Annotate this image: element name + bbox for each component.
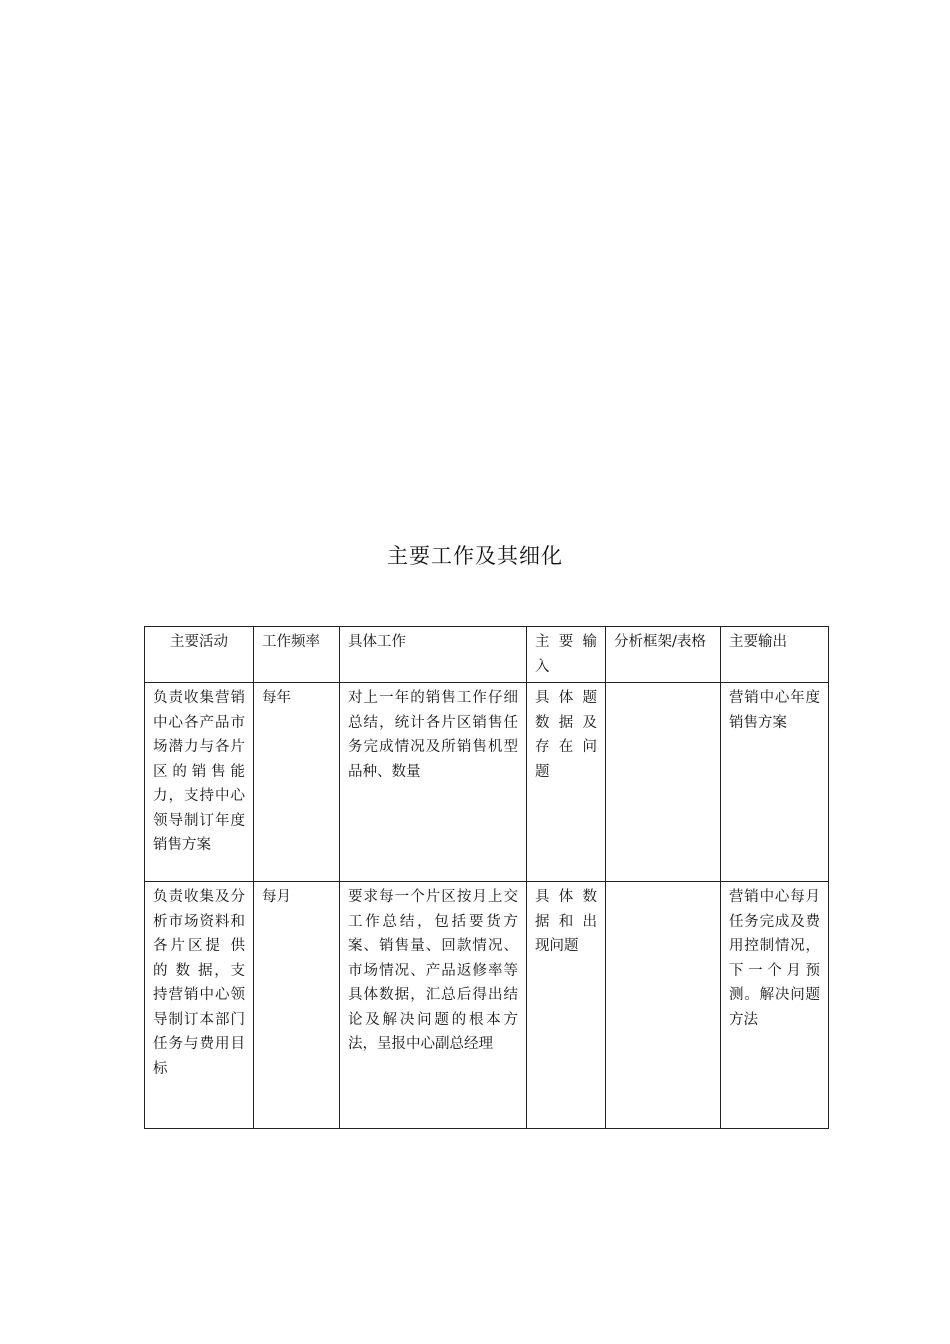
cell-work: 要求每一个片区按月上交工作总结，包括要货方案、销售量、回款情况、市场情况、产品返修率等具体数据，汇总后得出结论及解决问题的根本方法，呈报中心副总经理 <box>340 882 527 1129</box>
header-main-activity: 主要活动 <box>145 627 254 683</box>
cell-activity: 负责收集及分析市场资料和各片区提 供 的 数 据，支持营销中心领导制订本部门任务与费用目标 <box>145 882 254 1129</box>
cell-input: 具 体 数 据 和 出 现问题 <box>527 882 606 1129</box>
header-main-input: 主 要 输 入 <box>527 627 606 683</box>
cell-frequency: 每月 <box>254 882 340 1129</box>
header-specific-work: 具体工作 <box>340 627 527 683</box>
page-title: 主要工作及其细化 <box>387 544 563 568</box>
cell-input: 具 体 题 数 据 及 存 在 问 题 <box>527 683 606 882</box>
cell-output: 营销中心每月任务完成及费用控制情况，下一个月预测。解决问题方法 <box>721 882 829 1129</box>
header-frequency: 工作频率 <box>254 627 340 683</box>
cell-work: 对上一年的销售工作仔细总结，统计各片区销售任务完成情况及所销售机型品种、数量 <box>340 683 527 882</box>
table-header-row <box>145 627 829 683</box>
header-main-output: 主要输出 <box>721 627 829 683</box>
table-row <box>145 683 829 882</box>
table-row <box>145 882 829 1129</box>
cell-framework <box>606 683 721 882</box>
cell-frequency: 每年 <box>254 683 340 882</box>
cell-activity: 负责收集营销中心各产品市场潜力与各片区的销售能力，支持中心领导制订年度销售方案 <box>145 683 254 882</box>
work-table <box>144 626 829 1129</box>
header-analysis-framework: 分析框架/表格 <box>606 627 721 683</box>
cell-framework <box>606 882 721 1129</box>
cell-output: 营销中心年度销售方案 <box>721 683 829 882</box>
